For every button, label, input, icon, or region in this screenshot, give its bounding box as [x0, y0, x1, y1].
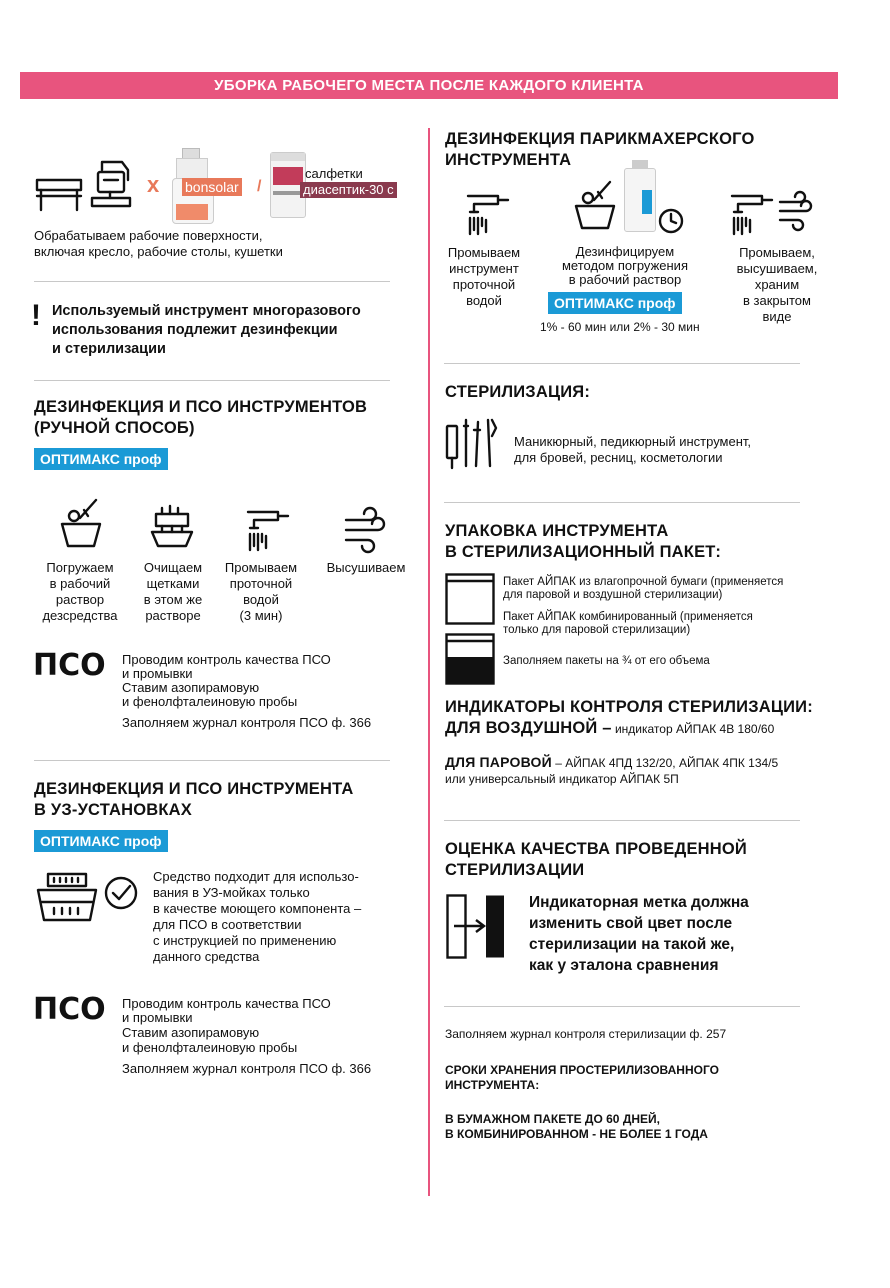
storage-title: СРОКИ ХРАНЕНИЯ ПРОСТЕРИЛИЗОВАННОГО ИНСТРУМЕНТА:: [445, 1063, 719, 1092]
warning-line-3: и стерилизации: [52, 341, 166, 357]
pso-text-1: Проводим контроль качества ПСО: [122, 652, 331, 667]
ultrasonic-bath-icon: [36, 872, 98, 924]
step-label-3: Промываем проточной водой (3 мин): [224, 560, 298, 623]
hair-step-1: Промываем инструмент проточной водой: [447, 245, 521, 308]
pso-label: ПСО: [33, 648, 106, 683]
sterilization-journal: Заполняем журнал контроля стерилизации ф. 257: [445, 1027, 727, 1041]
indicator-air: ДЛЯ ВОЗДУШНОЙ – индикатор АЙПАК 4В 180/60: [445, 719, 775, 737]
warning-line-2: использования подлежит дезинфекции: [52, 322, 338, 338]
pso2-text-1: Проводим контроль качества ПСО: [122, 996, 331, 1011]
manual-title-1: ДЕЗИНФЕКЦИЯ И ПСО ИНСТРУМЕНТОВ: [34, 398, 368, 416]
divider: [34, 760, 390, 761]
step-label-4: Высушиваем: [326, 560, 406, 575]
divider: [444, 1006, 800, 1007]
quality-text: Индикаторная метка должна изменить свой цвет после стерилизации на такой же, как у эталона сравнения: [529, 894, 749, 974]
manicure-tools-icon: [444, 416, 504, 472]
ultrasound-text: Средство подходит для использо- вания в УЗ-мойках только в качестве моющего компонента – для ПСО в соответствии с инструкцией по применению данного средства: [153, 869, 362, 964]
shower-icon: [464, 192, 510, 236]
hair-step-2: Дезинфицируем методом погружения в рабочий раствор: [561, 244, 688, 287]
paper-pack-icon: [445, 573, 495, 625]
step-label-2: Очищаем щетками в этом же растворе: [143, 560, 203, 623]
ultrasound-badge: ОПТИМАКС проф: [34, 830, 168, 852]
step-label-1: Погружаем в рабочий раствор дезсредства: [42, 560, 118, 623]
manual-badge: ОПТИМАКС проф: [34, 448, 168, 470]
pso-text-3: Ставим азопирамовую: [122, 680, 260, 695]
pack-item-3: Заполняем пакеты на ¾ от его объема: [503, 655, 710, 667]
wipes-label: салфетки: [305, 166, 363, 181]
clock-icon: [658, 208, 684, 234]
pso2-journal: Заполняем журнал контроля ПСО ф. 366: [122, 1061, 372, 1076]
packing-title-2: В СТЕРИЛИЗАЦИОННЫЙ ПАКЕТ:: [445, 543, 722, 561]
multiply-sign: x: [147, 172, 160, 197]
warning-mark: !: [31, 299, 41, 332]
cleaning-text-1: Обрабатываем рабочие поверхности,: [34, 228, 263, 243]
shower-icon: [244, 508, 290, 552]
shower-icon: [728, 192, 774, 236]
pso-journal: Заполняем журнал контроля ПСО ф. 366: [122, 715, 372, 730]
pso-text-4: и фенолфталеиновую пробы: [122, 694, 298, 709]
bonsolar-label: bonsolar: [182, 178, 242, 196]
cleaning-text-2: включая кресло, рабочие столы, кушетки: [34, 244, 283, 259]
quality-title-2: СТЕРИЛИЗАЦИИ: [445, 861, 585, 879]
pso-label-2: ПСО: [33, 992, 106, 1027]
ultrasound-title-2: В УЗ-УСТАНОВКАХ: [34, 801, 192, 819]
manual-title-2: (РУЧНОЙ СПОСОБ): [34, 419, 195, 437]
check-circle-icon: [104, 876, 138, 910]
pack-item-2: Пакет АЙПАК комбинированный (применяется только для паровой стерилизации): [503, 611, 753, 636]
brush-icon: [148, 504, 196, 550]
sterilization-text-2: для бровей, ресниц, косметологии: [514, 450, 723, 465]
pso2-text-3: Ставим азопирамовую: [122, 1025, 260, 1040]
divider: [34, 281, 390, 282]
packing-title-1: УПАКОВКА ИНСТРУМЕНТА: [445, 522, 669, 540]
wind-icon: [778, 196, 814, 228]
sterilization-text-1: Маникюрный, педикюрный инструмент,: [514, 434, 752, 449]
warning-line-1: Используемый инструмент многоразового: [52, 303, 361, 319]
column-divider: [428, 128, 430, 1196]
pack-item-1: Пакет АЙПАК из влагопрочной бумаги (применяется для паровой и воздушной стерилизации): [503, 576, 784, 601]
slash-sign: /: [257, 178, 262, 195]
storage-text: В БУМАЖНОМ ПАКЕТЕ ДО 60 ДНЕЙ, В КОМБИНИРОВАННОМ - НЕ БОЛЕЕ 1 ГОДА: [445, 1112, 708, 1141]
hair-badge: ОПТИМАКС проф: [548, 292, 682, 314]
indicator-steam: ДЛЯ ПАРОВОЙ – АЙПАК 4ПД 132/20, АЙПАК 4ПК 134/5: [445, 754, 779, 770]
page-banner: УБОРКА РАБОЧЕГО МЕСТА ПОСЛЕ КАЖДОГО КЛИЕНТА: [20, 72, 838, 99]
chair-icon: [88, 158, 134, 212]
indicators-title: ИНДИКАТОРЫ КОНТРОЛЯ СТЕРИЛИЗАЦИИ:: [445, 698, 813, 716]
pso2-text-2: и промывки: [122, 1010, 193, 1025]
wipes-name: диасептик-30 с: [300, 182, 397, 198]
wind-icon: [344, 512, 386, 548]
indicator-strip-icon: [446, 894, 506, 960]
combined-pack-icon: [445, 633, 495, 685]
ultrasound-title-1: ДЕЗИНФЕКЦИЯ И ПСО ИНСТРУМЕНТА: [34, 780, 354, 798]
optimax-bottle: [624, 160, 656, 232]
table-icon: [35, 170, 83, 212]
divider: [444, 502, 800, 503]
concentration-text: 1% - 60 мин или 2% - 30 мин: [540, 320, 700, 334]
hair-title-1: ДЕЗИНФЕКЦИЯ ПАРИКМАХЕРСКОГО: [445, 130, 755, 148]
divider: [444, 363, 800, 364]
pso2-text-4: и фенолфталеиновую пробы: [122, 1040, 298, 1055]
bowl-immersion-icon: [58, 496, 104, 552]
bowl-immersion-icon: [572, 178, 618, 234]
hair-title-2: ИНСТРУМЕНТА: [445, 151, 572, 169]
hair-step-3: Промываем, высушиваем, храним в закрытом виде: [736, 245, 818, 324]
pso-text-2: и промывки: [122, 666, 193, 681]
sterilization-title: СТЕРИЛИЗАЦИЯ:: [445, 383, 591, 401]
divider: [444, 820, 800, 821]
divider: [34, 380, 390, 381]
indicator-steam-2: или универсальный индикатор АЙПАК 5П: [445, 772, 679, 786]
quality-title-1: ОЦЕНКА КАЧЕСТВА ПРОВЕДЕННОЙ: [445, 840, 747, 858]
